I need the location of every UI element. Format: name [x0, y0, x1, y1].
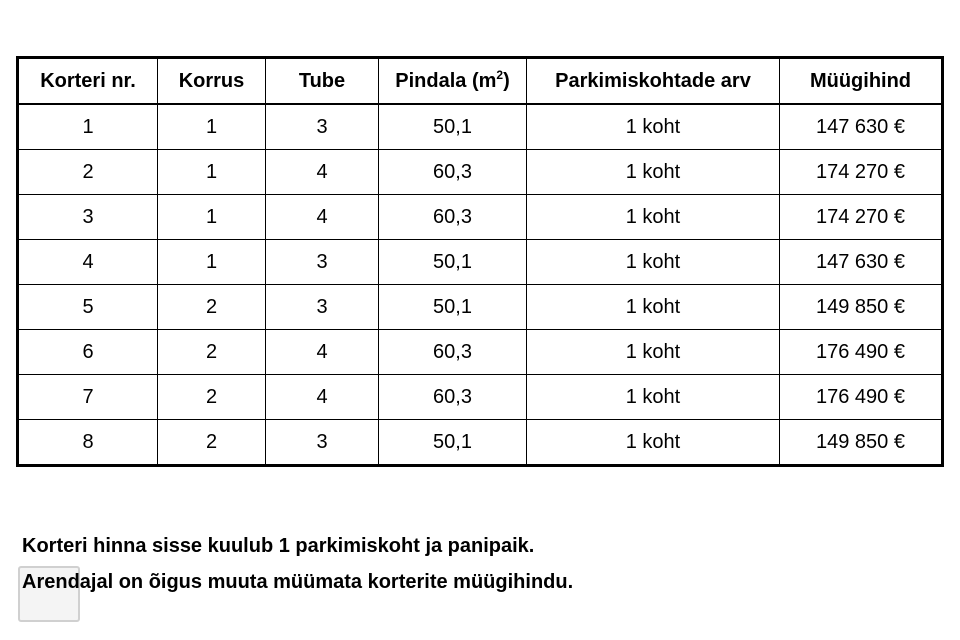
cell-rooms: 4: [266, 375, 379, 420]
cell-apartment-no: 3: [18, 195, 158, 240]
table-row: [18, 330, 943, 375]
header-parking: Parkimiskohtade arv: [527, 58, 780, 105]
cell-rooms: 3: [266, 420, 379, 466]
apartment-price-table: [16, 56, 944, 467]
header-rooms: Tube: [266, 58, 379, 105]
cell-price: 147 630 €: [780, 104, 943, 150]
cell-parking: 1 koht: [527, 330, 780, 375]
cell-rooms: 3: [266, 104, 379, 150]
header-area-suffix: ): [503, 69, 510, 92]
cell-parking: 1 koht: [527, 375, 780, 420]
cell-area: 60,3: [379, 195, 527, 240]
cell-parking: 1 koht: [527, 150, 780, 195]
table-row: [18, 375, 943, 420]
cell-apartment-no: 1: [18, 104, 158, 150]
header-area: [379, 58, 527, 105]
cell-apartment-no: 2: [18, 150, 158, 195]
table-row: [18, 285, 943, 330]
cell-floor: 1: [158, 104, 266, 150]
cell-price: 174 270 €: [780, 195, 943, 240]
cell-floor: 1: [158, 195, 266, 240]
cell-price: 147 630 €: [780, 240, 943, 285]
cell-floor: 2: [158, 330, 266, 375]
cell-price: 176 490 €: [780, 375, 943, 420]
cell-area: 50,1: [379, 104, 527, 150]
table-row: [18, 240, 943, 285]
cell-rooms: 4: [266, 195, 379, 240]
cell-floor: 2: [158, 420, 266, 466]
cell-price: 149 850 €: [780, 285, 943, 330]
cell-apartment-no: 6: [18, 330, 158, 375]
cell-apartment-no: 8: [18, 420, 158, 466]
header-area-exponent: 2: [496, 67, 504, 82]
cell-area: 50,1: [379, 285, 527, 330]
note-parking-storage: Korteri hinna sisse kuulub 1 parkimiskoht ja panipaik.: [22, 535, 535, 557]
header-area-prefix: Pindala (m: [395, 69, 497, 92]
header-price: Müügihind: [780, 58, 943, 105]
cell-area: 50,1: [379, 420, 527, 466]
header-floor: Korrus: [158, 58, 266, 105]
cell-apartment-no: 4: [18, 240, 158, 285]
table-row: [18, 195, 943, 240]
table-header-row: [18, 58, 943, 105]
table-row: [18, 420, 943, 466]
table-row: [18, 104, 943, 150]
cell-rooms: 3: [266, 285, 379, 330]
cell-price: 176 490 €: [780, 330, 943, 375]
cell-area: 60,3: [379, 330, 527, 375]
note-price-change: Arendajal on õigus muuta müümata korterite müügihindu.: [22, 571, 574, 593]
cell-floor: 2: [158, 285, 266, 330]
cell-rooms: 3: [266, 240, 379, 285]
cell-rooms: 4: [266, 150, 379, 195]
cell-floor: 1: [158, 240, 266, 285]
cell-area: 60,3: [379, 375, 527, 420]
cell-apartment-no: 5: [18, 285, 158, 330]
cell-area: 50,1: [379, 240, 527, 285]
cell-apartment-no: 7: [18, 375, 158, 420]
cell-price: 149 850 €: [780, 420, 943, 466]
table-header: [18, 58, 943, 105]
cell-parking: 1 koht: [527, 240, 780, 285]
table-body: [18, 104, 943, 466]
cell-parking: 1 koht: [527, 104, 780, 150]
cell-parking: 1 koht: [527, 285, 780, 330]
cell-price: 174 270 €: [780, 150, 943, 195]
cell-rooms: 4: [266, 330, 379, 375]
header-apartment-no: Korteri nr.: [18, 58, 158, 105]
table-row: [18, 150, 943, 195]
cell-floor: 1: [158, 150, 266, 195]
cell-parking: 1 koht: [527, 420, 780, 466]
cell-area: 60,3: [379, 150, 527, 195]
cell-parking: 1 koht: [527, 195, 780, 240]
cell-floor: 2: [158, 375, 266, 420]
